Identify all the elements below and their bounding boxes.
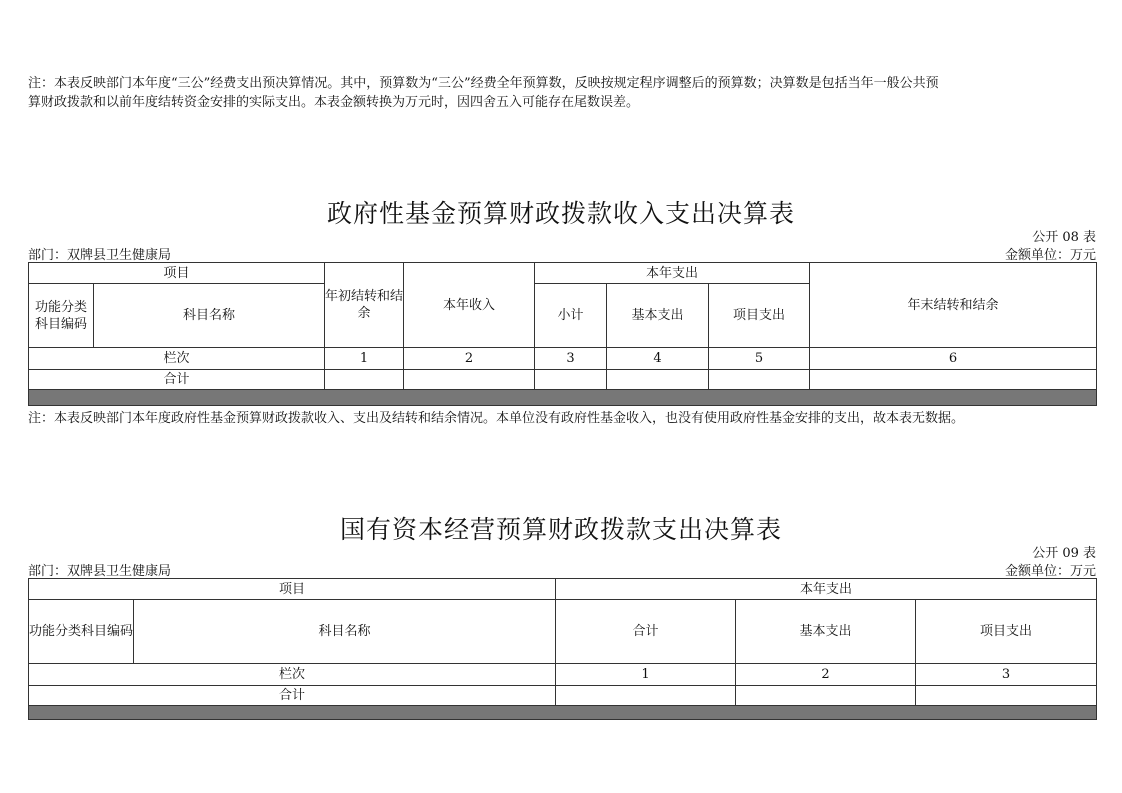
- top-note-line-1: 注：本表反映部门本年度“三公”经费支出预决算情况。其中，预算数为“三公”经费全年预算数，反映按规定程序调整后的预算数；决算数是包括当年一般公共预: [28, 76, 939, 91]
- table9-header-subject-name: 科目名称: [134, 600, 556, 664]
- table8-total-cell: [709, 370, 810, 390]
- table9-column-number: 2: [736, 664, 916, 686]
- table9-header-item: 项目: [29, 579, 556, 600]
- table8-column-number-row: [29, 348, 1097, 370]
- table8-header-subject-name: 科目名称: [94, 284, 325, 348]
- top-note-line-2: 算财政拨款和以前年度结转资金安排的实际支出。本表金额转换为万元时，因四舍五入可能存在尾数误差。: [28, 95, 640, 110]
- table8-header-func-code: 功能分类科目编码: [29, 284, 94, 348]
- table8-header-income: 本年收入: [404, 263, 535, 348]
- table8-grey-bar: [29, 390, 1097, 406]
- table9-header-project: 项目支出: [916, 600, 1097, 664]
- table9-column-number-row: [29, 664, 1097, 686]
- table9-grey-bar: [29, 706, 1097, 720]
- table8-column-number: 6: [810, 348, 1097, 370]
- table9-unit: 金额单位：万元: [1004, 564, 1096, 579]
- table8-column-number: 3: [535, 348, 607, 370]
- table8-unit: 金额单位：万元: [1004, 248, 1096, 263]
- table8-column-number: 2: [404, 348, 535, 370]
- table8-column-number-label: 栏次: [29, 348, 325, 370]
- table8-total-label: 合计: [29, 370, 325, 390]
- table8-column-number: 5: [709, 348, 810, 370]
- table8-header-project: 项目支出: [709, 284, 810, 348]
- table8-title: 政府性基金预算财政拨款收入支出决算表: [326, 199, 795, 228]
- table9-department: 部门：双牌县卫生健康局: [28, 564, 172, 579]
- table8-header-item: 项目: [29, 263, 325, 284]
- table9-column-number: 3: [916, 664, 1097, 686]
- table8-total-cell: [535, 370, 607, 390]
- table9-header-total: 合计: [556, 600, 736, 664]
- table8-header-opening-balance: 年初结转和结余: [325, 263, 404, 348]
- table8: [28, 262, 1097, 406]
- table9-title: 国有资本经营预算财政拨款支出决算表: [339, 515, 782, 544]
- table8-total-cell: [325, 370, 404, 390]
- table8-note: 注：本表反映部门本年度政府性基金预算财政拨款收入、支出及结转和结余情况。本单位没有政府性基金收入，也没有使用政府性基金安排的支出，故本表无数据。: [28, 411, 965, 426]
- table8-header-closing-balance: 年末结转和结余: [810, 263, 1097, 348]
- table9-total-label: 合计: [29, 686, 556, 706]
- table8-total-row: [29, 370, 1097, 390]
- table9-header-basic: 基本支出: [736, 600, 916, 664]
- table9-total-row: [29, 686, 1097, 706]
- table9-total-cell: [736, 686, 916, 706]
- table8-column-number: 1: [325, 348, 404, 370]
- table9-header-current-expense: 本年支出: [556, 579, 1097, 600]
- table8-header-basic: 基本支出: [607, 284, 709, 348]
- table8-total-cell: [810, 370, 1097, 390]
- table9-header-func-code: 功能分类科目编码: [29, 600, 134, 664]
- table9: [28, 578, 1097, 720]
- table9-total-cell: [916, 686, 1097, 706]
- table8-total-cell: [607, 370, 709, 390]
- table9-code: 公开 09 表: [1032, 546, 1096, 561]
- table9-column-number-label: 栏次: [29, 664, 556, 686]
- table8-code: 公开 08 表: [1032, 230, 1096, 245]
- table9-total-cell: [556, 686, 736, 706]
- table8-header-current-expense: 本年支出: [535, 263, 810, 284]
- table8-column-number: 4: [607, 348, 709, 370]
- table8-total-cell: [404, 370, 535, 390]
- table8-department: 部门：双牌县卫生健康局: [28, 248, 172, 263]
- table9-column-number: 1: [556, 664, 736, 686]
- table8-header-subtotal: 小计: [535, 284, 607, 348]
